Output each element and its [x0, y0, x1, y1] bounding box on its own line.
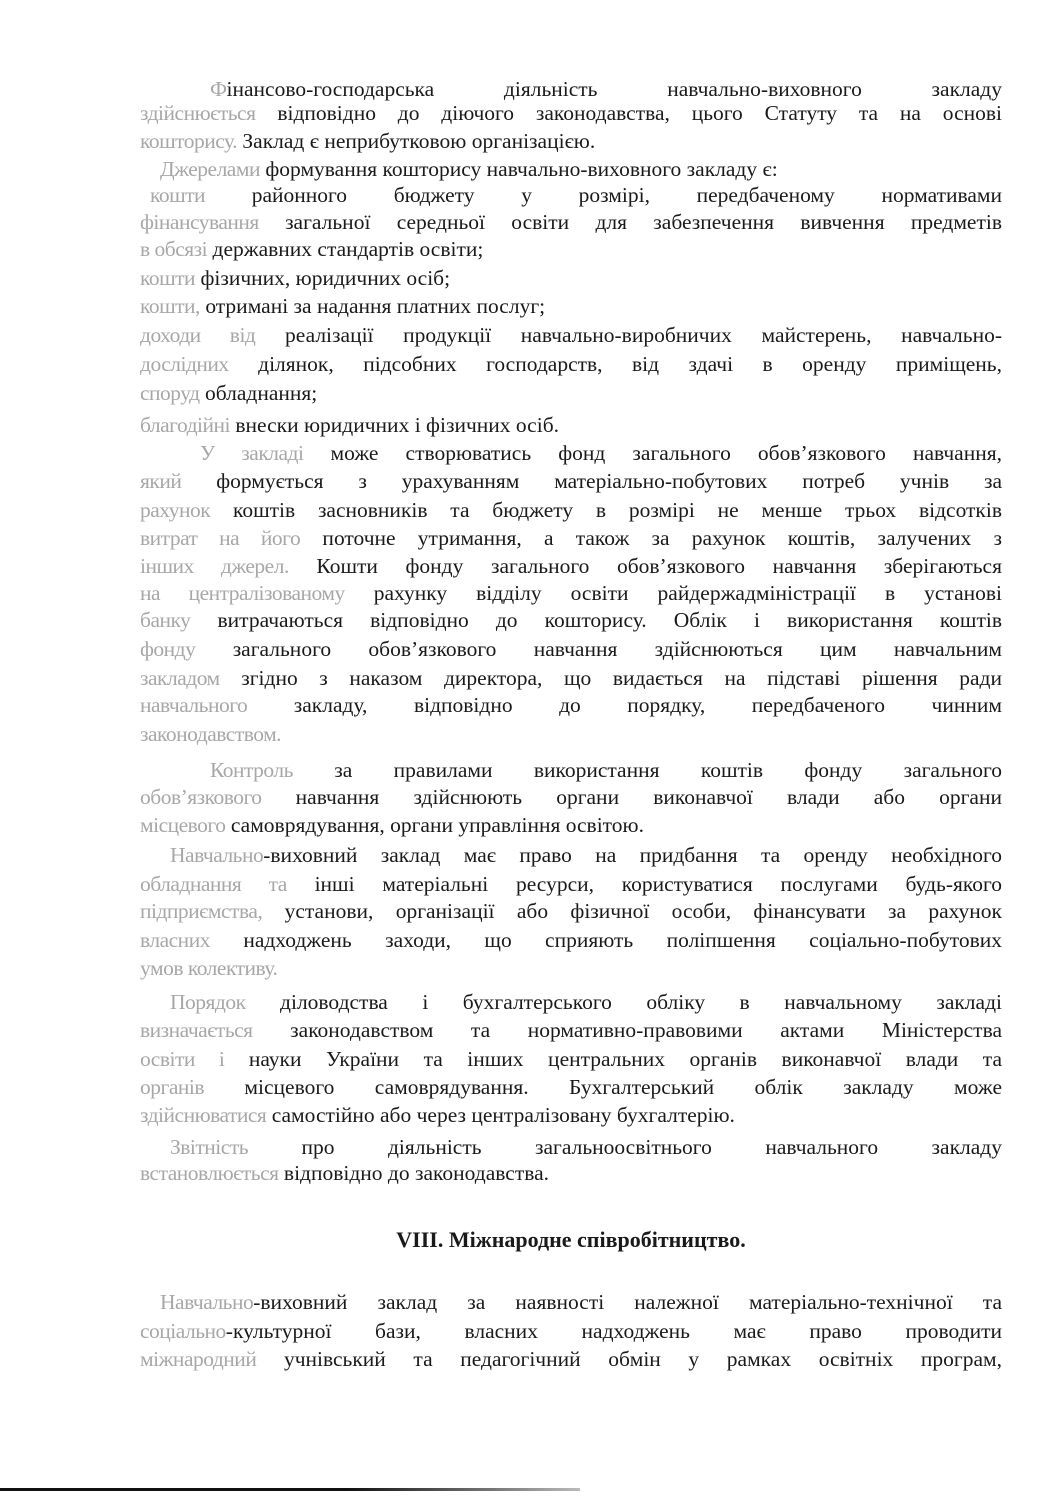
faded-scan-text: освіти і	[140, 1047, 225, 1071]
line-text: отримані за надання платних послуг;	[199, 294, 546, 318]
faded-scan-text: визначається	[140, 1018, 253, 1042]
faded-scan-text: кошторису.	[140, 129, 238, 153]
faded-scan-text: доходи від	[140, 323, 256, 347]
text-line	[140, 468, 1002, 494]
faded-scan-text: благодійні	[140, 413, 230, 437]
text-line	[140, 265, 1002, 291]
text-line	[140, 1160, 1002, 1186]
faded-scan-text: рахунок	[140, 498, 211, 522]
faded-scan-text: банку	[140, 608, 191, 632]
text-line	[140, 1318, 1002, 1344]
faded-scan-text: органів	[140, 1075, 204, 1099]
faded-scan-text: Порядок	[170, 990, 246, 1014]
line-text: витрачаються відповідно до кошторису. Облік і використання коштів	[190, 608, 1002, 632]
text-line	[140, 351, 1002, 377]
text-line	[200, 440, 1002, 466]
text-line	[140, 293, 1002, 319]
text-line	[140, 636, 1002, 662]
line-text: загального обов’язкового навчання здійснюються цим навчальним	[195, 637, 1002, 661]
line-text: відповідно до законодавства.	[278, 1161, 550, 1185]
line-text: Заклад є неприбутковою організацією.	[237, 129, 596, 153]
faded-scan-text: обладнання та	[140, 872, 287, 896]
faded-scan-text: Навчально	[160, 1290, 254, 1314]
faded-scan-text: встановлюється	[140, 1161, 279, 1185]
faded-scan-text: витрат на його	[140, 526, 301, 550]
line-text: обладнання;	[199, 381, 318, 405]
text-line	[140, 1074, 1002, 1100]
line-text: -виховний заклад має право на придбання та оренду необхідного	[263, 843, 1002, 867]
text-line	[160, 156, 1002, 182]
line-text: науки України та інших центральних органів виконавчої влади та	[224, 1047, 1003, 1071]
line-text: рахунку відділу освіти райдержадміністрації в установі	[344, 581, 1002, 605]
text-line	[210, 757, 1002, 783]
line-text: відповідно до діючого законодавства, цього Статуту та на основі	[255, 101, 1002, 125]
text-line	[140, 380, 1002, 406]
faded-scan-text: законодавством.	[140, 722, 282, 746]
text-line	[140, 322, 1002, 348]
text-line	[140, 871, 1002, 897]
line-text: Кошти фонду загального обов’язкового навчання зберігаються	[288, 554, 1002, 578]
line-text: формується з урахуванням матеріально-побутових потреб учнів за	[181, 469, 1002, 493]
faded-scan-text: підприємства,	[140, 899, 263, 923]
faded-scan-text: споруд	[140, 381, 200, 405]
line-text: реалізації продукції навчально-виробничих майстерень, навчально-	[255, 323, 1002, 347]
text-line	[140, 1346, 1002, 1372]
faded-scan-text: закладом	[140, 666, 220, 690]
text-line	[140, 497, 1002, 523]
line-text: про діяльність загальноосвітнього навчального закладу	[248, 1135, 1002, 1159]
faded-scan-text: У закладі	[200, 441, 304, 465]
text-line	[140, 784, 1002, 810]
faded-scan-text: Звітність	[170, 1135, 249, 1159]
line-text: внески юридичних і фізичних осіб.	[230, 413, 560, 437]
faded-scan-text: здійснюватися	[140, 1103, 267, 1127]
faded-scan-text: умов колективу.	[140, 956, 278, 980]
line-text: коштів засновників та бюджету в розмірі не менше трьох відсотків	[210, 498, 1002, 522]
text-line	[150, 182, 1002, 208]
line-text: районного бюджету у розмірі, передбаченому нормативами	[205, 183, 1002, 207]
faded-scan-text: на централізованому	[140, 581, 345, 605]
line-text: місцевого самоврядування. Бухгалтерський облік закладу може	[204, 1075, 1002, 1099]
text-line	[140, 898, 1002, 924]
text-line	[140, 553, 1002, 579]
faded-scan-text: фінансування	[140, 210, 259, 234]
line-text: фізичних, юридичних осіб;	[195, 266, 451, 290]
line-text: згідно з наказом директора, що видається на підставі рішення ради	[219, 666, 1002, 690]
faded-scan-text: дослідних	[140, 352, 229, 376]
faded-scan-text: соціально	[140, 1319, 226, 1343]
line-text: може створюватись фонд загального обов’язкового навчання,	[303, 441, 1002, 465]
text-line	[210, 76, 1002, 102]
faded-scan-text: в обсязі	[140, 237, 208, 261]
line-text: установи, організації або фізичної особи, фінансувати за рахунок	[262, 899, 1002, 923]
faded-scan-text: інших джерел.	[140, 554, 289, 578]
faded-scan-text: Ф	[210, 77, 227, 101]
line-text: закладу, відповідно до порядку, передбаченого чинним	[247, 693, 1002, 717]
line-text: учнівський та педагогічний обмін у рамках освітніх програм,	[256, 1347, 1002, 1371]
text-line	[140, 812, 1002, 838]
text-line	[140, 580, 1002, 606]
text-line	[140, 607, 1002, 633]
faded-scan-text: здійснюється	[140, 101, 256, 125]
faded-scan-text: кошти	[140, 266, 196, 290]
line-text: діловодства і бухгалтерського обліку в навчальному закладі	[245, 990, 1002, 1014]
text-line	[140, 665, 1002, 691]
text-line	[140, 1017, 1002, 1043]
line-text: -виховний заклад за наявності належної матеріально-технічної та	[253, 1290, 1002, 1314]
line-text: навчання здійснюють органи виконавчої влади або органи	[261, 785, 1002, 809]
faded-scan-text: власних	[140, 928, 210, 952]
faded-scan-text: Контроль	[210, 758, 293, 782]
text-line	[140, 209, 1002, 235]
faded-scan-text: кошти,	[140, 294, 200, 318]
line-text: -культурної бази, власних надходжень має право проводити	[225, 1319, 1002, 1343]
text-line	[160, 1289, 1002, 1315]
text-line	[140, 525, 1002, 551]
scan-bottom-edge	[0, 1488, 580, 1491]
text-line	[170, 989, 1002, 1015]
text-line	[170, 842, 1002, 868]
faded-scan-text: навчального	[140, 693, 248, 717]
line-text: формування кошторису навчально-виховного закладу є:	[259, 157, 778, 181]
line-text: ділянок, підсобних господарств, від здачі в оренду приміщень,	[228, 352, 1002, 376]
faded-scan-text: обов’язкового	[140, 785, 262, 809]
text-line	[140, 412, 1002, 438]
section-heading: VIII. Міжнародне співробітництво.	[396, 1227, 746, 1252]
text-line	[140, 1102, 1002, 1128]
text-line	[140, 955, 1002, 981]
text-line	[140, 927, 1002, 953]
text-line	[140, 100, 1002, 126]
text-line	[140, 721, 1002, 747]
text-line	[140, 128, 1002, 154]
text-line	[140, 236, 1002, 262]
line-text: державних стандартів освіти;	[207, 237, 484, 261]
line-text: інансово-господарська діяльність навчально-виховного закладу	[226, 77, 1002, 101]
text-line	[170, 1134, 1002, 1160]
line-text: інші матеріальні ресурси, користуватися послугами будь-якого	[286, 872, 1002, 896]
line-text: за правилами використання коштів фонду загального	[292, 758, 1002, 782]
text-line	[140, 692, 1002, 718]
line-text: поточне утримання, а також за рахунок коштів, залучених з	[300, 526, 1002, 550]
line-text: надходжень заходи, що сприяють поліпшення соціально-побутових	[209, 928, 1002, 952]
faded-scan-text: Джерелами	[160, 157, 260, 181]
faded-scan-text: місцевого	[140, 813, 226, 837]
text-line	[140, 1046, 1002, 1072]
faded-scan-text: фонду	[140, 637, 196, 661]
line-text: самостійно або через централізовану бухгалтерію.	[266, 1103, 735, 1127]
faded-scan-text: міжнародний	[140, 1347, 257, 1371]
line-text: законодавством та нормативно-правовими актами Міністерства	[252, 1018, 1002, 1042]
line-text: загальної середньої освіти для забезпечення вивчення предметів	[258, 210, 1002, 234]
line-text: самоврядування, органи управління освітою.	[225, 813, 644, 837]
faded-scan-text: який	[140, 469, 182, 493]
faded-scan-text: кошти	[150, 183, 206, 207]
faded-scan-text: Навчально	[170, 843, 264, 867]
